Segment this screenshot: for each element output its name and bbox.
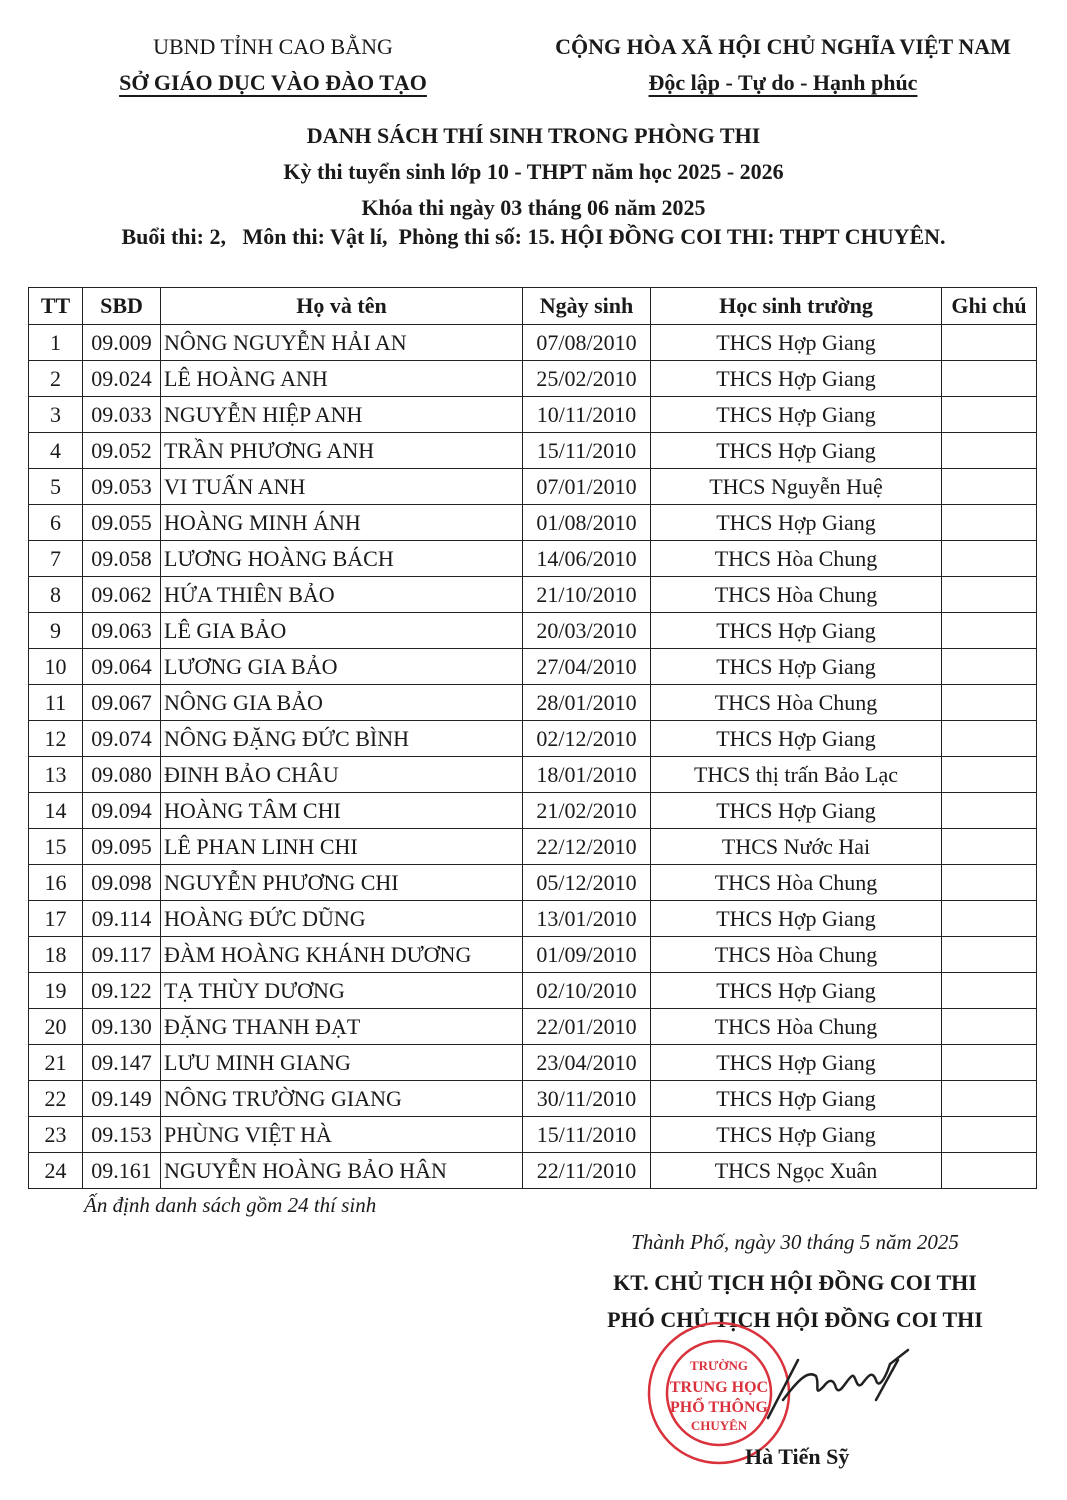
- cell-tt: 20: [29, 1009, 83, 1045]
- cell-name: NÔNG TRƯỜNG GIANG: [161, 1081, 523, 1117]
- cell-school: THCS thị trấn Bảo Lạc: [651, 757, 942, 793]
- cell-tt: 23: [29, 1117, 83, 1153]
- cell-name: LÊ GIA BẢO: [161, 613, 523, 649]
- cell-dob: 14/06/2010: [523, 541, 651, 577]
- cell-sbd: 09.094: [83, 793, 161, 829]
- signer-name: Hà Tiến Sỹ: [745, 1444, 850, 1469]
- table-row: [29, 1045, 1037, 1081]
- cell-school: THCS Hợp Giang: [651, 361, 942, 397]
- cell-dob: 18/01/2010: [523, 757, 651, 793]
- cell-school: THCS Nước Hai: [651, 829, 942, 865]
- cell-note: [942, 649, 1037, 685]
- cell-tt: 19: [29, 973, 83, 1009]
- cell-note: [942, 757, 1037, 793]
- cell-dob: 15/11/2010: [523, 1117, 651, 1153]
- col-header-school: Học sinh trường: [651, 288, 942, 325]
- cell-dob: 30/11/2010: [523, 1081, 651, 1117]
- department-name: SỞ GIÁO DỤC VÀO ĐÀO TẠO: [119, 70, 427, 95]
- col-header-sbd: SBD: [83, 288, 161, 325]
- cell-tt: 21: [29, 1045, 83, 1081]
- cell-name: NÔNG GIA BẢO: [161, 685, 523, 721]
- table-row: [29, 397, 1037, 433]
- cell-tt: 15: [29, 829, 83, 865]
- header-left: [108, 28, 438, 100]
- cell-sbd: 09.058: [83, 541, 161, 577]
- col-header-note: Ghi chú: [942, 288, 1037, 325]
- cell-dob: 07/08/2010: [523, 325, 651, 361]
- signer-title-line-1: KT. CHỦ TỊCH HỘI ĐỒNG COI THI: [613, 1270, 977, 1295]
- cell-note: [942, 1153, 1037, 1189]
- cell-name: NGUYỄN HOÀNG BẢO HÂN: [161, 1153, 523, 1189]
- cell-tt: 22: [29, 1081, 83, 1117]
- cell-dob: 02/10/2010: [523, 973, 651, 1009]
- cell-tt: 16: [29, 865, 83, 901]
- cell-school: THCS Hợp Giang: [651, 1117, 942, 1153]
- cell-dob: 25/02/2010: [523, 361, 651, 397]
- cell-sbd: 09.149: [83, 1081, 161, 1117]
- cell-sbd: 09.064: [83, 649, 161, 685]
- cell-sbd: 09.074: [83, 721, 161, 757]
- cell-sbd: 09.067: [83, 685, 161, 721]
- cell-dob: 07/01/2010: [523, 469, 651, 505]
- cell-tt: 9: [29, 613, 83, 649]
- table-row: [29, 361, 1037, 397]
- cell-school: THCS Hòa Chung: [651, 937, 942, 973]
- table-row: [29, 1009, 1037, 1045]
- table-row: [29, 505, 1037, 541]
- cell-sbd: 09.095: [83, 829, 161, 865]
- cell-school: THCS Hợp Giang: [651, 397, 942, 433]
- title-line-3: Khóa thi ngày 03 tháng 06 năm 2025: [361, 195, 706, 220]
- cell-note: [942, 397, 1037, 433]
- cell-sbd: 09.080: [83, 757, 161, 793]
- agency-name: UBND TỈNH CAO BẰNG: [153, 34, 393, 59]
- cell-tt: 4: [29, 433, 83, 469]
- table-row: [29, 1153, 1037, 1189]
- cell-tt: 6: [29, 505, 83, 541]
- cell-sbd: 09.130: [83, 1009, 161, 1045]
- cell-name: LÊ PHAN LINH CHI: [161, 829, 523, 865]
- cell-note: [942, 793, 1037, 829]
- cell-dob: 02/12/2010: [523, 721, 651, 757]
- national-motto: Độc lập - Tự do - Hạnh phúc: [648, 70, 918, 95]
- cell-tt: 10: [29, 649, 83, 685]
- col-header-tt: TT: [29, 288, 83, 325]
- national-title: CỘNG HÒA XÃ HỘI CHỦ NGHĨA VIỆT NAM: [555, 34, 1011, 59]
- table-row: [29, 1117, 1037, 1153]
- cell-school: THCS Hợp Giang: [651, 973, 942, 1009]
- cell-school: THCS Hợp Giang: [651, 505, 942, 541]
- cell-note: [942, 937, 1037, 973]
- cell-dob: 15/11/2010: [523, 433, 651, 469]
- cell-note: [942, 613, 1037, 649]
- table-row: [29, 433, 1037, 469]
- cell-dob: 21/10/2010: [523, 577, 651, 613]
- table-row: [29, 541, 1037, 577]
- cell-name: HOÀNG MINH ÁNH: [161, 505, 523, 541]
- cell-school: THCS Hòa Chung: [651, 577, 942, 613]
- cell-dob: 22/11/2010: [523, 1153, 651, 1189]
- cell-note: [942, 433, 1037, 469]
- signer-title: [560, 1264, 1030, 1338]
- cell-note: [942, 685, 1037, 721]
- header-right: [528, 28, 1038, 100]
- cell-dob: 10/11/2010: [523, 397, 651, 433]
- cell-school: THCS Hợp Giang: [651, 793, 942, 829]
- table-row: [29, 793, 1037, 829]
- cell-note: [942, 865, 1037, 901]
- candidate-table: [28, 287, 1037, 1189]
- cell-sbd: 09.052: [83, 433, 161, 469]
- cell-name: HOÀNG TÂM CHI: [161, 793, 523, 829]
- cell-note: [942, 973, 1037, 1009]
- cell-note: [942, 541, 1037, 577]
- cell-school: THCS Hòa Chung: [651, 865, 942, 901]
- cell-sbd: 09.009: [83, 325, 161, 361]
- cell-note: [942, 1117, 1037, 1153]
- cell-note: [942, 1045, 1037, 1081]
- cell-note: [942, 505, 1037, 541]
- signature-icon: [758, 1340, 918, 1430]
- table-row: [29, 721, 1037, 757]
- cell-dob: 20/03/2010: [523, 613, 651, 649]
- cell-sbd: 09.033: [83, 397, 161, 433]
- cell-sbd: 09.153: [83, 1117, 161, 1153]
- cell-dob: 21/02/2010: [523, 793, 651, 829]
- title-line-1: DANH SÁCH THÍ SINH TRONG PHÒNG THI: [306, 123, 761, 148]
- cell-school: THCS Hợp Giang: [651, 325, 942, 361]
- table-row: [29, 973, 1037, 1009]
- cell-name: LƯƠNG HOÀNG BÁCH: [161, 541, 523, 577]
- table-row: [29, 613, 1037, 649]
- seal-text-1: TRƯỜNG: [689, 1358, 749, 1373]
- cell-name: NÔNG ĐẶNG ĐỨC BÌNH: [161, 721, 523, 757]
- cell-dob: 22/12/2010: [523, 829, 651, 865]
- cell-name: HỨA THIÊN BẢO: [161, 577, 523, 613]
- cell-tt: 3: [29, 397, 83, 433]
- cell-name: LÊ HOÀNG ANH: [161, 361, 523, 397]
- cell-school: THCS Hòa Chung: [651, 685, 942, 721]
- cell-dob: 01/09/2010: [523, 937, 651, 973]
- cell-school: THCS Hợp Giang: [651, 721, 942, 757]
- cell-sbd: 09.147: [83, 1045, 161, 1081]
- cell-sbd: 09.062: [83, 577, 161, 613]
- cell-name: LƯU MINH GIANG: [161, 1045, 523, 1081]
- cell-note: [942, 469, 1037, 505]
- cell-name: ĐÀM HOÀNG KHÁNH DƯƠNG: [161, 937, 523, 973]
- table-header-row: [29, 288, 1037, 325]
- cell-name: NÔNG NGUYỄN HẢI AN: [161, 325, 523, 361]
- cell-dob: 05/12/2010: [523, 865, 651, 901]
- cell-note: [942, 325, 1037, 361]
- title-line-2: Kỳ thi tuyển sinh lớp 10 - THPT năm học 2025 - 2026: [283, 159, 784, 184]
- cell-sbd: 09.117: [83, 937, 161, 973]
- cell-school: THCS Hợp Giang: [651, 433, 942, 469]
- seal-text-3: PHỔ THÔNG: [670, 1399, 768, 1416]
- cell-sbd: 09.114: [83, 901, 161, 937]
- cell-school: THCS Hợp Giang: [651, 1045, 942, 1081]
- cell-school: THCS Hợp Giang: [651, 901, 942, 937]
- cell-tt: 17: [29, 901, 83, 937]
- cell-name: TRẦN PHƯƠNG ANH: [161, 433, 523, 469]
- col-header-name: Họ và tên: [161, 288, 523, 325]
- cell-note: [942, 1009, 1037, 1045]
- cell-dob: 13/01/2010: [523, 901, 651, 937]
- table-row: [29, 937, 1037, 973]
- list-note: Ấn định danh sách gồm 24 thí sinh: [84, 1193, 377, 1217]
- table-row: [29, 1081, 1037, 1117]
- cell-name: LƯƠNG GIA BẢO: [161, 649, 523, 685]
- seal-text-2: TRUNG HỌC: [669, 1379, 769, 1396]
- cell-school: THCS Hòa Chung: [651, 1009, 942, 1045]
- table-row: [29, 901, 1037, 937]
- cell-tt: 24: [29, 1153, 83, 1189]
- table-row: [29, 865, 1037, 901]
- document-title: [0, 118, 1067, 226]
- cell-note: [942, 901, 1037, 937]
- cell-note: [942, 1081, 1037, 1117]
- cell-name: ĐINH BẢO CHÂU: [161, 757, 523, 793]
- cell-school: THCS Hòa Chung: [651, 541, 942, 577]
- cell-sbd: 09.053: [83, 469, 161, 505]
- cell-tt: 18: [29, 937, 83, 973]
- cell-school: THCS Hợp Giang: [651, 613, 942, 649]
- cell-school: THCS Hợp Giang: [651, 649, 942, 685]
- cell-name: TẠ THÙY DƯƠNG: [161, 973, 523, 1009]
- cell-sbd: 09.063: [83, 613, 161, 649]
- cell-sbd: 09.122: [83, 973, 161, 1009]
- cell-tt: 2: [29, 361, 83, 397]
- cell-tt: 11: [29, 685, 83, 721]
- cell-dob: 27/04/2010: [523, 649, 651, 685]
- cell-school: THCS Nguyễn Huệ: [651, 469, 942, 505]
- signer-title-line-2: PHÓ CHỦ TỊCH HỘI ĐỒNG COI THI: [607, 1307, 983, 1332]
- cell-sbd: 09.024: [83, 361, 161, 397]
- cell-sbd: 09.161: [83, 1153, 161, 1189]
- table-row: [29, 577, 1037, 613]
- table-row: [29, 649, 1037, 685]
- table-body: [29, 325, 1037, 1189]
- cell-tt: 13: [29, 757, 83, 793]
- cell-tt: 5: [29, 469, 83, 505]
- exam-info: Buổi thi: 2, Môn thi: Vật lí, Phòng thi số: 15. HỘI ĐỒNG COI THI: THPT CHUYÊN.: [121, 224, 946, 249]
- cell-name: HOÀNG ĐỨC DŨNG: [161, 901, 523, 937]
- table-row: [29, 685, 1037, 721]
- cell-note: [942, 577, 1037, 613]
- cell-note: [942, 829, 1037, 865]
- cell-name: PHÙNG VIỆT HÀ: [161, 1117, 523, 1153]
- cell-name: NGUYỄN PHƯƠNG CHI: [161, 865, 523, 901]
- cell-dob: 01/08/2010: [523, 505, 651, 541]
- cell-tt: 7: [29, 541, 83, 577]
- cell-school: THCS Ngọc Xuân: [651, 1153, 942, 1189]
- cell-tt: 8: [29, 577, 83, 613]
- cell-dob: 28/01/2010: [523, 685, 651, 721]
- table-row: [29, 325, 1037, 361]
- cell-school: THCS Hợp Giang: [651, 1081, 942, 1117]
- cell-tt: 1: [29, 325, 83, 361]
- cell-tt: 14: [29, 793, 83, 829]
- table-row: [29, 829, 1037, 865]
- cell-name: NGUYỄN HIỆP ANH: [161, 397, 523, 433]
- sign-date: Thành Phố, ngày 30 tháng 5 năm 2025: [631, 1230, 959, 1254]
- cell-tt: 12: [29, 721, 83, 757]
- cell-sbd: 09.055: [83, 505, 161, 541]
- table-row: [29, 469, 1037, 505]
- col-header-dob: Ngày sinh: [523, 288, 651, 325]
- cell-note: [942, 721, 1037, 757]
- cell-name: VI TUẤN ANH: [161, 469, 523, 505]
- cell-name: ĐẶNG THANH ĐẠT: [161, 1009, 523, 1045]
- cell-note: [942, 361, 1037, 397]
- cell-dob: 23/04/2010: [523, 1045, 651, 1081]
- cell-dob: 22/01/2010: [523, 1009, 651, 1045]
- seal-text-4: CHUYÊN: [690, 1418, 748, 1433]
- cell-sbd: 09.098: [83, 865, 161, 901]
- table-row: [29, 757, 1037, 793]
